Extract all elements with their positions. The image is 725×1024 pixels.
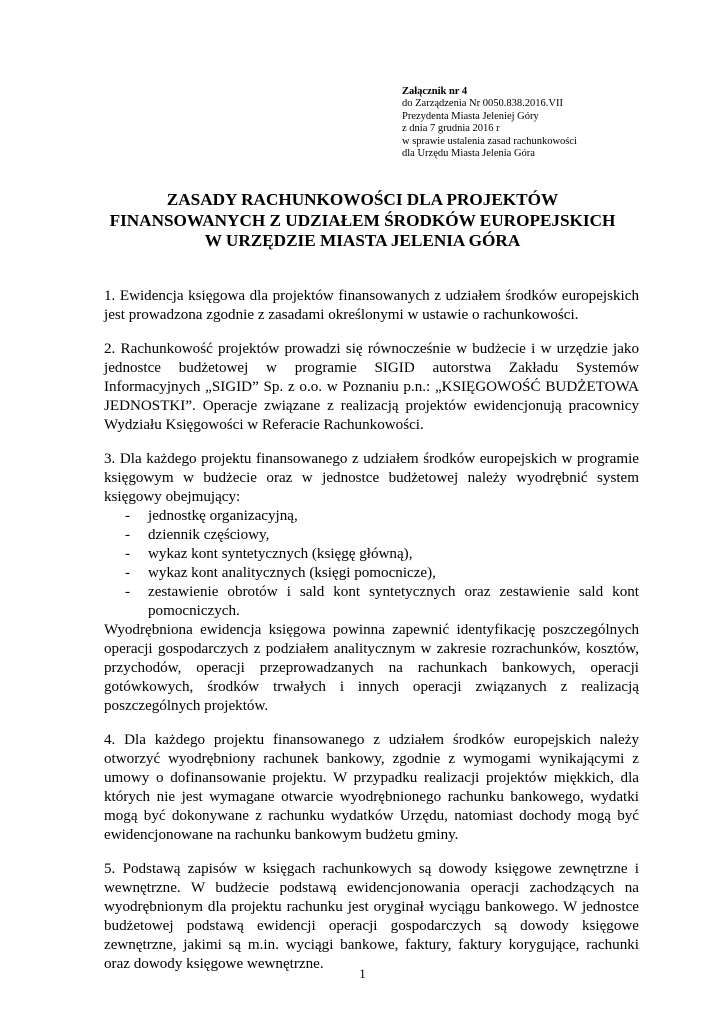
list-item: - jednostkę organizacyjną, bbox=[104, 507, 639, 526]
section-3-outro: Wyodrębniona ewidencja księgowa powinna zapewnić identyfikację poszczególnych operacji gospodarczych z podziałem analitycznym w zakresie rozrachunków, kosztów, przychodów, operacji przeprowadzanych na rachunkach bankowych, operacji gotówkowych, środków trwałych i innych operacji związanych z realizacją poszczególnych projektów. bbox=[104, 622, 639, 714]
document-body bbox=[104, 287, 639, 989]
list-item: - wykaz kont syntetycznych (księgę główną), bbox=[104, 545, 639, 564]
section-1-paragraph: 1. Ewidencja księgowa dla projektów finansowanych z udziałem środków europejskich jest prowadzona zgodnie z zasadami określonymi w ustawie o rachunkowości. bbox=[104, 288, 639, 323]
annex-reference bbox=[402, 86, 702, 160]
page-number: 1 bbox=[359, 966, 366, 981]
list-item: - dziennik częściowy, bbox=[104, 526, 639, 545]
section-3-intro: 3. Dla każdego projektu finansowanego z udziałem środków europejskich w programie księgowym w budżecie oraz w jednostce budżetowej należy wyodrębnić system księgowy obejmujący: bbox=[104, 451, 639, 505]
annex-title: Załącznik nr 4 bbox=[402, 86, 468, 97]
title-line: ZASADY RACHUNKOWOŚCI DLA PROJEKTÓW bbox=[166, 190, 559, 209]
annex-line: dla Urzędu Miasta Jelenia Góra bbox=[402, 148, 535, 160]
section-4-paragraph: 4. Dla każdego projektu finansowanego z udziałem środków europejskich należy otworzyć wyodrębniony rachunek bankowy, zgodnie z wymogami wynikającymi z umowy o dofinansowanie projektu. W przypadku realizacji projektów miękkich, dla których nie jest wymagane otwarcie wyodrębnionego rachunku bankowego, wydatki mogą być dokonywane z rachunku wydatków Urzędu, natomiast dochody mogą być ewidencjonowane na rachunku bankowym budżetu gminy. bbox=[104, 732, 639, 843]
annex-line: z dnia 7 grudnia 2016 r bbox=[402, 123, 500, 135]
document-title bbox=[60, 190, 665, 252]
list-item: - wykaz kont analitycznych (księgi pomocnicze), bbox=[104, 564, 639, 583]
list-item: - zestawienie obrotów i sald kont syntetycznych oraz zestawienie sald kont pomocniczych. bbox=[104, 583, 639, 621]
annex-line: w sprawie ustalenia zasad rachunkowości bbox=[402, 135, 577, 147]
section-3-list bbox=[104, 507, 639, 621]
annex-line: do Zarządzenia Nr 0050.838.2016.VII bbox=[402, 98, 563, 110]
section-5-paragraph: 5. Podstawą zapisów w księgach rachunkowych są dowody księgowe zewnętrzne i wewnętrzne. W budżecie podstawą ewidencjonowania operacji zachodzących na wyodrębnionym dla projektu rachunku jest oryginał wyciągu bankowego. W jednostce budżetowej podstawą ewidencji operacji gospodarczych są dowody księgowe zewnętrzne, jakimi są m.in. wyciągi bankowe, faktury, faktury korygujące, rachunki oraz dowody księgowe wewnętrzne. bbox=[104, 861, 639, 972]
title-line: FINANSOWANYCH Z UDZIAŁEM ŚRODKÓW EUROPEJSKICH bbox=[109, 210, 616, 230]
section-2-paragraph: 2. Rachunkowość projektów prowadzi się równocześnie w budżecie i w urzędzie jako jednostce budżetowej w programie SIGID autorstwa Zakładu Systemów Informacyjnych „SIGID” Sp. z o.o. w Poznaniu p.n.: „KSIĘGOWOŚĆ BUDŻETOWA JEDNOSTKI”. Operacje związane z realizacją projektów ewidencjonują pracownicy Wydziału Księgowości w Referacie Rachunkowości. bbox=[104, 341, 639, 433]
annex-line: Prezydenta Miasta Jeleniej Góry bbox=[402, 110, 539, 122]
title-line: W URZĘDZIE MIASTA JELENIA GÓRA bbox=[204, 231, 521, 251]
